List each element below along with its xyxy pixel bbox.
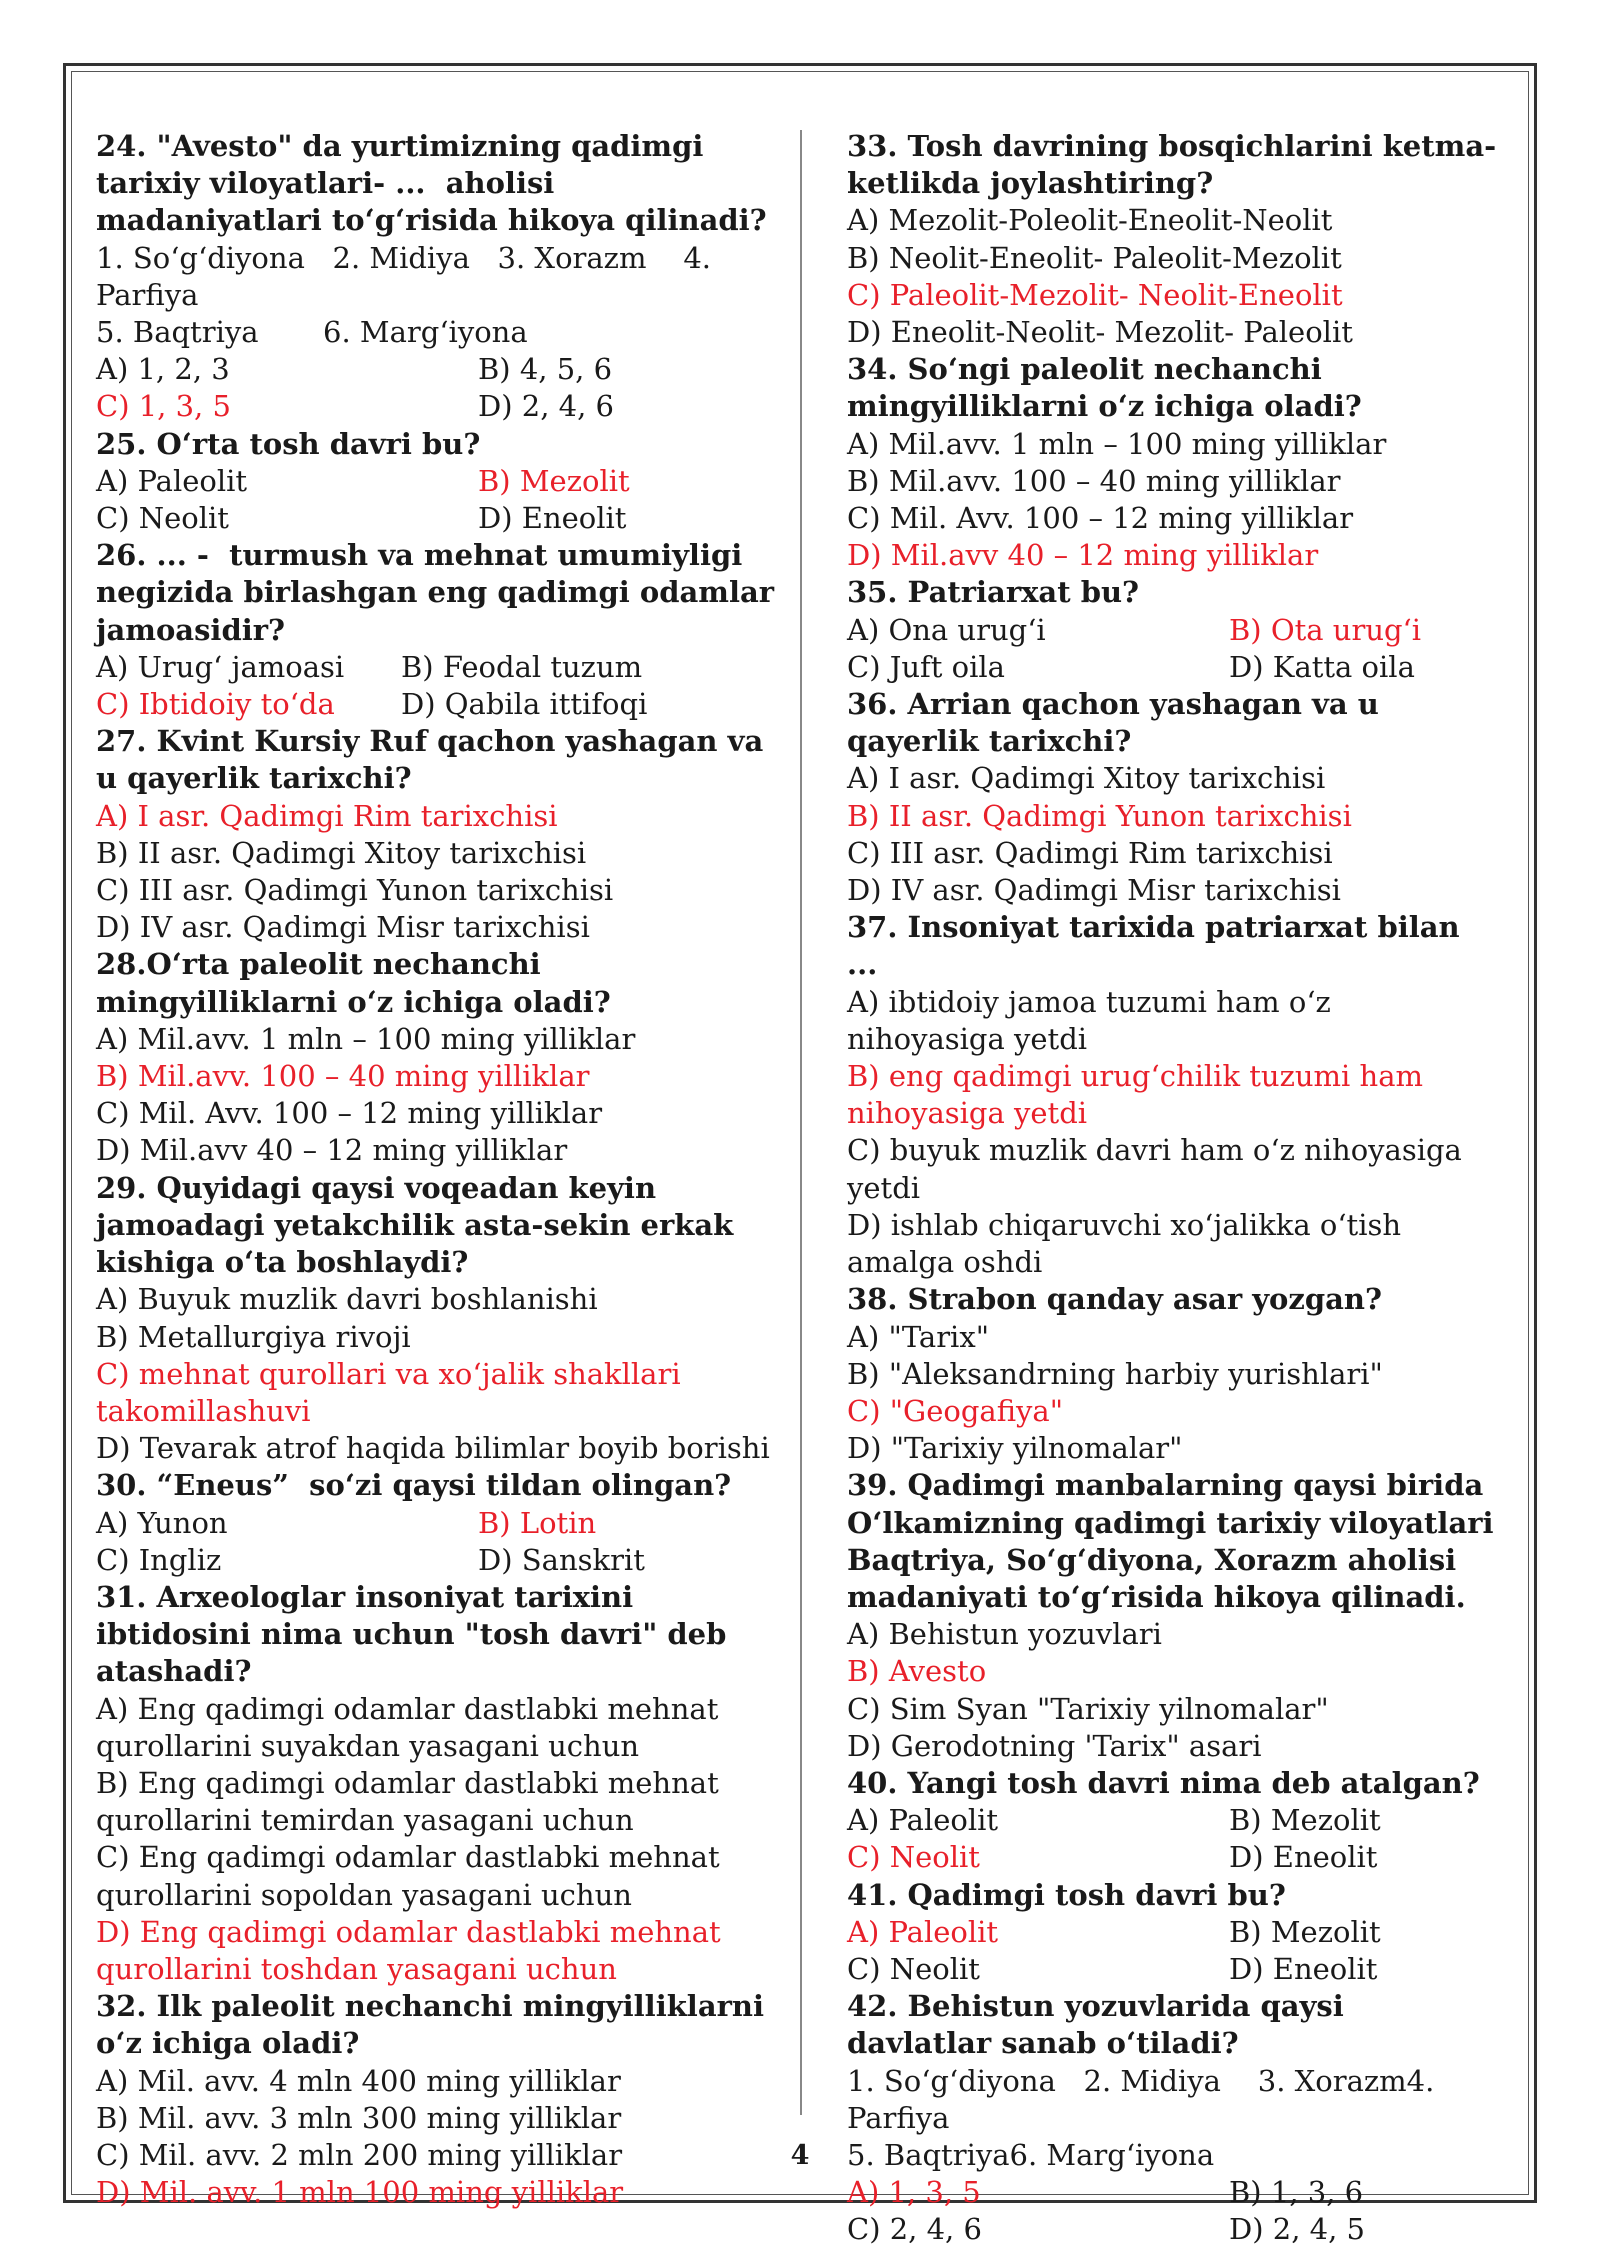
answer-d: D) Katta oila (1229, 649, 1415, 684)
answer-a: A) Paleolit (847, 1803, 999, 1838)
column-divider (800, 130, 802, 2115)
answer-c: C) Mil. avv. 2 mln 200 ming yilliklar (96, 2137, 623, 2172)
answer-a: A) Mezolit-Poleolit-Eneolit-Neolit (847, 203, 1333, 238)
answer-b-correct: B) Avesto (847, 1654, 987, 1689)
question-31 (96, 1579, 778, 1988)
answer-d: D) Mil.avv 40 – 12 ming yilliklar (96, 1133, 568, 1168)
answer-b: B) II asr. Qadimgi Xitoy tarixchisi (96, 835, 587, 870)
answer-d: D) Eneolit (1229, 1951, 1378, 1986)
answer-b: B) Mil.avv. 100 – 40 ming yilliklar (847, 463, 1341, 498)
question-30 (96, 1467, 778, 1579)
answer-c: C) Ingliz (96, 1542, 222, 1577)
question-title: 27. Kvint Kursiy Ruf qachon yashagan va u qayerlik tarixchi? (96, 724, 774, 796)
answer-b-correct: B) Ota urug‘i (1229, 612, 1422, 647)
page-number: 4 (790, 2140, 810, 2171)
answer-a-correct: A) I asr. Qadimgi Rim tarixchisi (96, 798, 558, 833)
question-title: 28.O‘rta paleolit nechanchi mingyilliklarni o‘z ichiga oladi? (96, 947, 611, 1019)
answer-a-correct: A) Paleolit (847, 1914, 999, 1949)
question-37 (847, 909, 1497, 1281)
answer-a: A) Urug‘ jamoasi (96, 649, 345, 684)
answer-b-correct: B) Lotin (478, 1505, 597, 1540)
answer-c: C) Mil. Avv. 100 – 12 ming yilliklar (847, 501, 1354, 536)
answer-a: A) "Tarix" (847, 1319, 990, 1354)
answer-a: A) 1, 2, 3 (96, 352, 230, 387)
answer-d: D) ishlab chiqaruvchi xo‘jalikka o‘tish amalga oshdi (847, 1207, 1411, 1280)
question-title: 26. ... - turmush va mehnat umumiyligi negizida birlashgan eng qadimgi odamlar jamoasidir? (96, 538, 785, 647)
answer-c-correct: C) 1, 3, 5 (96, 389, 231, 424)
answer-d-correct: D) Mil. avv. 1 mln 100 ming yilliklar (96, 2175, 624, 2210)
answer-c: C) III asr. Qadimgi Yunon tarixchisi (96, 873, 614, 908)
answer-c: C) Neolit (847, 1951, 980, 1986)
answer-d: D) Sanskrit (478, 1542, 645, 1577)
question-24 (96, 128, 778, 426)
question-32 (96, 1988, 778, 2211)
answer-c-correct: C) "Geogafiya" (847, 1393, 1064, 1428)
question-title: 29. Quyidagi qaysi voqeadan keyin jamoadagi yetakchilik asta-sekin erkak kishiga o‘ta boshlaydi? (96, 1170, 744, 1280)
answer-a: A) Behistun yozuvlari (847, 1617, 1162, 1652)
answer-c: C) Neolit (96, 501, 229, 536)
question-40 (847, 1765, 1497, 1877)
answer-b: B) 1, 3, 6 (1229, 2175, 1364, 2210)
question-28 (96, 946, 778, 1169)
option-list: 1. So‘g‘diyona 2. Midiya 3. Xorazm4. Parfiya (847, 2063, 1444, 2135)
answer-b-correct: B) Mezolit (478, 463, 630, 498)
answer-a: A) Yunon (96, 1505, 228, 1540)
question-title: 36. Arrian qachon yashagan va u qayerlik tarixchi? (847, 687, 1389, 759)
question-title: 40. Yangi tosh davri nima deb atalgan? (847, 1765, 1480, 1800)
answer-c-correct: C) mehnat qurollari va xo‘jalik shakllari takomillashuvi (96, 1356, 690, 1428)
answer-d: D) Eneolit (478, 501, 627, 536)
question-title: 31. Arxeologlar insoniyat tarixini ibtidosini nima uchun "tosh davri" deb atashadi? (96, 1579, 737, 1689)
answer-a: A) Paleolit (96, 463, 248, 498)
answer-d-correct: D) Eng qadimgi odamlar dastlabki mehnat qurollarini toshdan yasagani uchun (96, 1914, 730, 1986)
option-list: 5. Baqtriya6. Marg‘iyona (847, 2137, 1215, 2172)
question-title: 35. Patriarxat bu? (847, 575, 1140, 610)
option-list: 5. Baqtriya 6. Marg‘iyona (96, 315, 528, 350)
answer-d: D) IV asr. Qadimgi Misr tarixchisi (96, 910, 590, 945)
answer-b: B) Feodal tuzum (401, 649, 643, 684)
answer-b: B) 4, 5, 6 (478, 352, 613, 387)
answer-a: A) ibtidoiy jamoa tuzumi ham o‘z nihoyasiga yetdi (847, 984, 1341, 1056)
answer-d: D) 2, 4, 5 (1229, 2212, 1366, 2247)
answer-d: D) 2, 4, 6 (478, 389, 615, 424)
answer-a: A) Mil.avv. 1 mln – 100 ming yilliklar (96, 1021, 636, 1056)
question-42 (847, 1988, 1497, 2248)
answer-a: A) Eng qadimgi odamlar dastlabki mehnat qurollarini suyakdan yasagani uchun (96, 1691, 728, 1763)
question-title: 25. O‘rta tosh davri bu? (96, 426, 481, 461)
question-34 (847, 351, 1497, 574)
answer-c-correct: C) Neolit (847, 1840, 980, 1875)
question-26 (96, 537, 785, 723)
question-35 (847, 574, 1497, 686)
answer-c: C) Eng qadimgi odamlar dastlabki mehnat qurollarini sopoldan yasagani uchun (96, 1840, 729, 1912)
answer-a-correct: A) 1, 3, 5 (847, 2175, 981, 2210)
answer-d: D) IV asr. Qadimgi Misr tarixchisi (847, 873, 1341, 908)
question-36 (847, 686, 1497, 909)
right-column (847, 128, 1504, 2249)
question-title: 41. Qadimgi tosh davri bu? (847, 1877, 1286, 1912)
answer-b-correct: B) Mil.avv. 100 – 40 ming yilliklar (96, 1059, 590, 1094)
question-33 (847, 128, 1497, 351)
answer-c: C) Mil. Avv. 100 – 12 ming yilliklar (96, 1096, 603, 1131)
question-39 (847, 1467, 1504, 1765)
answer-b: B) Mezolit (1229, 1803, 1381, 1838)
answer-d: D) Eneolit-Neolit- Mezolit- Paleolit (847, 315, 1353, 350)
question-title: 33. Tosh davrining bosqichlarini ketma-ketlikda joylashtiring? (847, 129, 1497, 201)
question-25 (96, 426, 778, 538)
answer-b: B) Mezolit (1229, 1914, 1381, 1949)
answer-d: D) Gerodotning 'Tarix" asari (847, 1728, 1262, 1763)
question-38 (847, 1281, 1497, 1467)
answer-b: B) Metallurgiya rivoji (96, 1319, 411, 1354)
answer-d: D) Eneolit (1229, 1840, 1378, 1875)
answer-a: A) Buyuk muzlik davri boshlanishi (96, 1282, 598, 1317)
answer-c: C) buyuk muzlik davri ham o‘z nihoyasiga yetdi (847, 1133, 1472, 1205)
answer-b: B) "Aleksandrning harbiy yurishlari" (847, 1356, 1383, 1391)
question-title: 39. Qadimgi manbalarning qaysi birida O‘lkamizning qadimgi tarixiy viloyatlari Baqtriya, So‘g‘diyona, Xorazm aholisi madaniyati to‘g‘risida hikoya qilinadi. (847, 1468, 1504, 1614)
answer-c: C) Juft oila (847, 649, 1005, 684)
question-41 (847, 1877, 1497, 1989)
answer-b: B) Neolit-Eneolit- Paleolit-Mezolit (847, 240, 1342, 275)
answer-c: C) 2, 4, 6 (847, 2212, 982, 2247)
question-27 (96, 723, 778, 946)
answer-b-correct: B) eng qadimgi urug‘chilik tuzumi ham nihoyasiga yetdi (847, 1059, 1433, 1131)
question-title: 30. “Eneus” so‘zi qaysi tildan olingan? (96, 1468, 732, 1503)
answer-a: A) Mil.avv. 1 mln – 100 ming yilliklar (847, 426, 1387, 461)
question-title: 42. Behistun yozuvlarida qaysi davlatlar sanab o‘tiladi? (847, 1989, 1354, 2061)
answer-c-correct: C) Ibtidoiy to‘da (96, 687, 335, 722)
question-title: 34. So‘ngi paleolit nechanchi mingyilliklarni o‘z ichiga oladi? (847, 352, 1362, 424)
answer-d: D) Qabila ittifoqi (401, 687, 648, 722)
question-title: 38. Strabon qanday asar yozgan? (847, 1282, 1383, 1317)
left-column (96, 128, 785, 2211)
answer-b: B) Mil. avv. 3 mln 300 ming yilliklar (96, 2100, 622, 2135)
answer-d: D) Tevarak atrof haqida bilimlar boyib borishi (96, 1431, 770, 1466)
question-title: 32. Ilk paleolit nechanchi mingyilliklarni o‘z ichiga oladi? (96, 1989, 775, 2061)
answer-d-correct: D) Mil.avv 40 – 12 ming yilliklar (847, 538, 1319, 573)
answer-a: A) I asr. Qadimgi Xitoy tarixchisi (847, 761, 1326, 796)
question-title: 37. Insoniyat tarixida patriarxat bilan ... (847, 910, 1470, 982)
answer-c: C) III asr. Qadimgi Rim tarixchisi (847, 835, 1333, 870)
answer-c-correct: C) Paleolit-Mezolit- Neolit-Eneolit (847, 277, 1343, 312)
option-list: 1. So‘g‘diyona 2. Midiya 3. Xorazm 4. Parfiya (96, 240, 721, 312)
answer-d: D) "Tarixiy yilnomalar" (847, 1431, 1183, 1466)
answer-c: C) Sim Syan "Tarixiy yilnomalar" (847, 1691, 1329, 1726)
answer-a: A) Ona urug‘i (847, 612, 1046, 647)
answer-b-correct: B) II asr. Qadimgi Yunon tarixchisi (847, 798, 1352, 833)
question-29 (96, 1170, 778, 1468)
answer-b: B) Eng qadimgi odamlar dastlabki mehnat qurollarini temirdan yasagani uchun (96, 1765, 728, 1838)
answer-a: A) Mil. avv. 4 mln 400 ming yilliklar (96, 2063, 621, 2098)
question-title: 24. "Avesto" da yurtimizning qadimgi tarixiy viloyatlari- ... aholisi madaniyatlari to‘g‘risida hikoya qilinadi? (96, 129, 767, 238)
